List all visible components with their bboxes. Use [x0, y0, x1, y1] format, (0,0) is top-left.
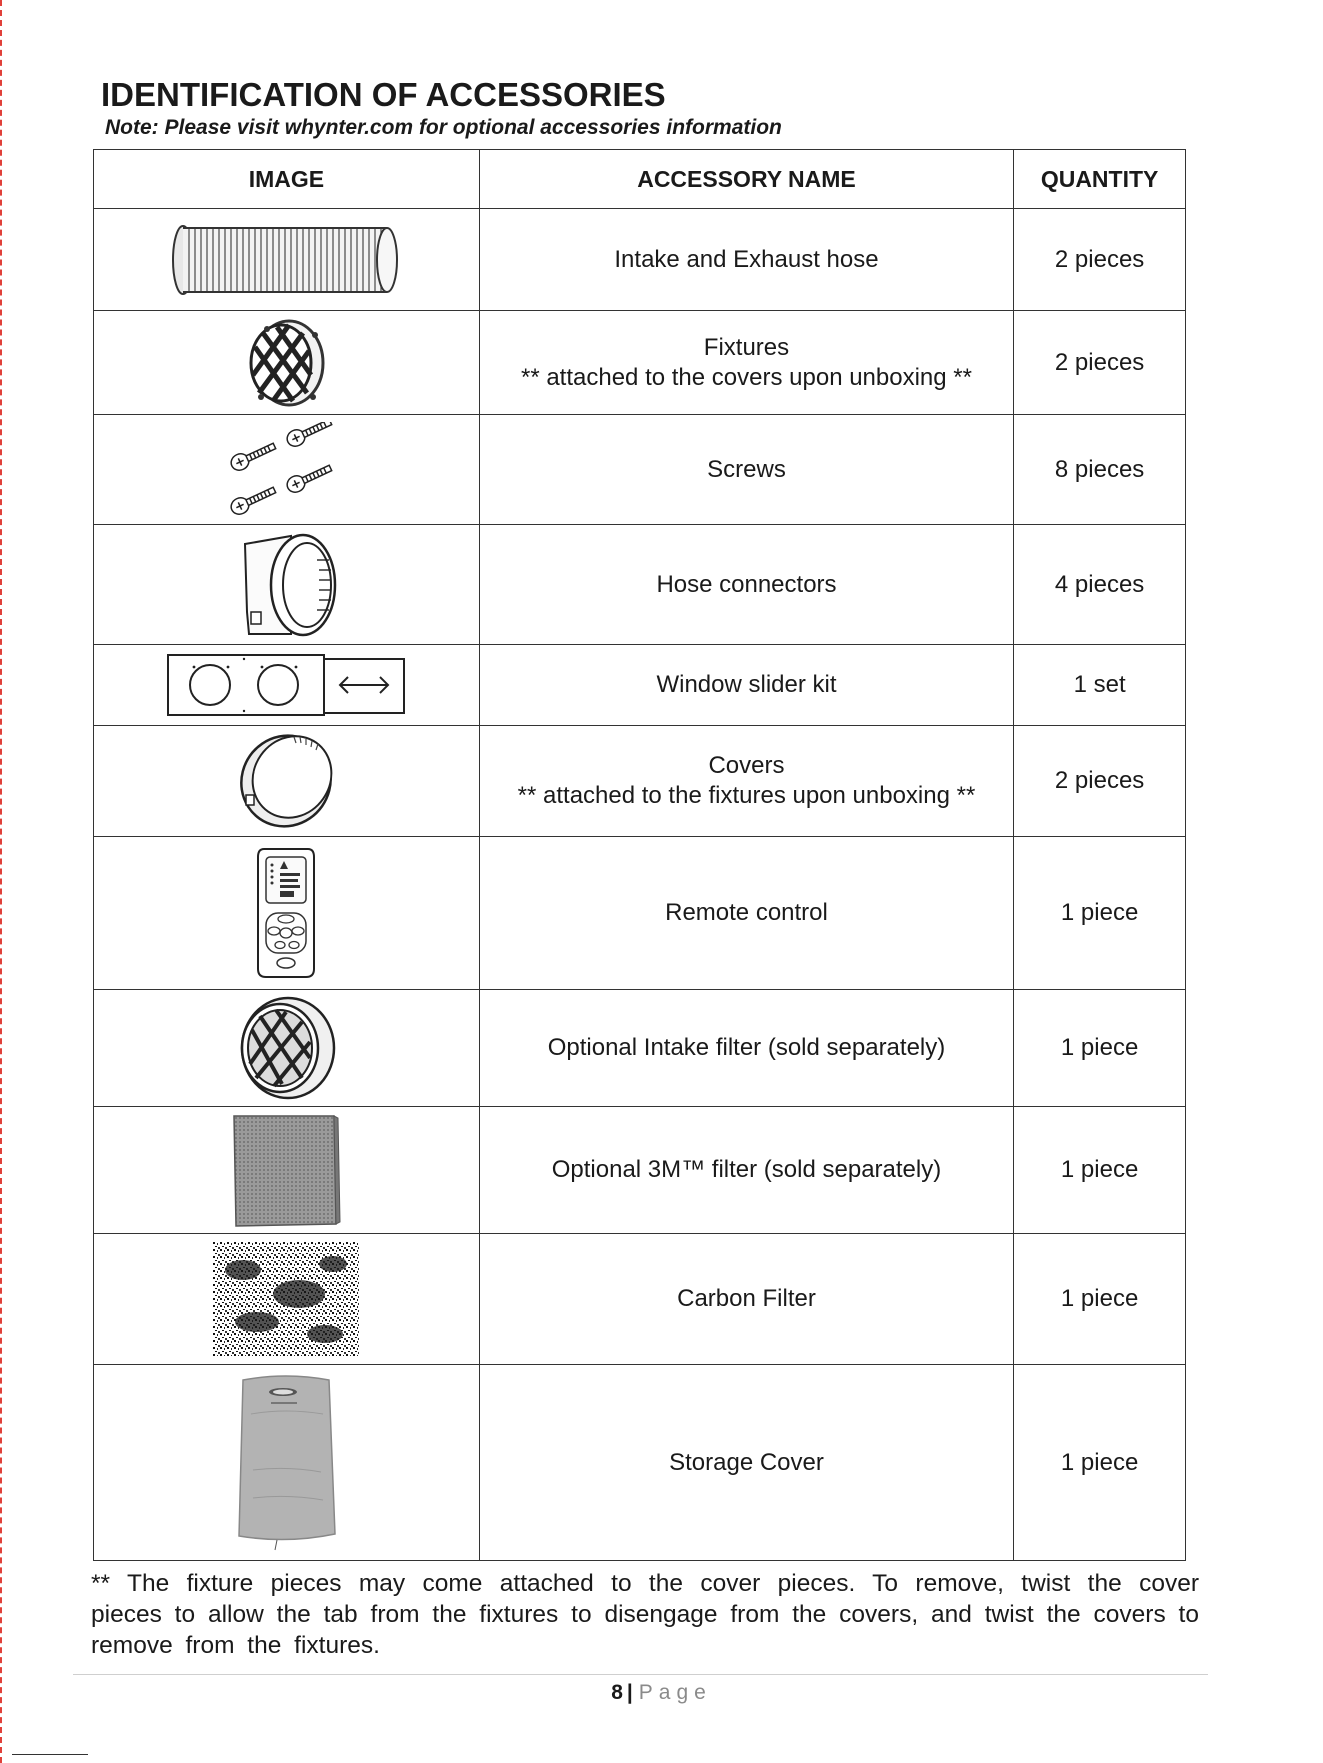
- accessory-name: Remote control: [665, 899, 828, 926]
- image-cell: [94, 525, 480, 645]
- accessory-name-cell: [479, 990, 1013, 1107]
- accessory-name: Carbon Filter: [677, 1285, 816, 1312]
- accessory-name-cell: [479, 415, 1013, 525]
- quantity-cell: 4 pieces: [1014, 525, 1186, 645]
- table-row: [94, 1107, 1186, 1234]
- page-separator: |: [626, 1681, 633, 1704]
- footer-divider: [73, 1674, 1208, 1675]
- crop-mark: [12, 1754, 88, 1755]
- table-row: [94, 990, 1186, 1107]
- hose-connector-icon: [231, 530, 341, 640]
- table-row: [94, 645, 1186, 726]
- table-row: [94, 726, 1186, 837]
- exhaust-hose-icon: [169, 221, 403, 299]
- intake-filter-icon: [236, 996, 336, 1100]
- image-cell: [94, 1365, 480, 1561]
- accessory-name: Screws: [707, 455, 786, 483]
- accessory-name: Fixtures: [703, 333, 790, 361]
- accessory-name-cell: [479, 525, 1013, 645]
- table-header-row: [94, 150, 1186, 209]
- storage-cover-icon: [231, 1374, 341, 1552]
- image-cell: [94, 990, 480, 1107]
- image-cell: [94, 645, 480, 726]
- screws-icon: [226, 422, 346, 518]
- carbon-filter-icon: [213, 1242, 359, 1356]
- accessory-name: Covers: [708, 752, 785, 779]
- accessories-table: [93, 149, 1186, 1561]
- image-cell: [94, 209, 480, 311]
- accessory-name: Storage Cover: [669, 1448, 824, 1476]
- window-slider-kit-icon: [166, 653, 406, 717]
- accessory-name: Optional Intake filter (sold separately): [547, 1034, 946, 1061]
- table-row: [94, 1234, 1186, 1365]
- table-row: [94, 415, 1186, 525]
- remote-control-icon: [256, 845, 316, 981]
- accessory-name: Optional 3M™ filter (sold separately): [551, 1156, 942, 1183]
- accessory-name-cell: [479, 645, 1013, 726]
- quantity-cell: 1 piece: [1014, 990, 1186, 1107]
- page-label: Page: [638, 1681, 712, 1704]
- accessories-note: Note: Please visit whynter.com for optional accessories information: [105, 116, 782, 139]
- fixture-icon: [241, 315, 331, 411]
- table-row: [94, 209, 1186, 311]
- page-number: 8: [611, 1681, 623, 1704]
- quantity-cell: 1 set: [1014, 645, 1186, 726]
- page-title: IDENTIFICATION OF ACCESSORIES: [101, 76, 666, 113]
- accessory-note: ** attached to the covers upon unboxing **: [520, 363, 972, 391]
- cut-guide-line: [0, 0, 2, 1763]
- accessory-name: Hose connectors: [656, 570, 837, 598]
- quantity-cell: 1 piece: [1014, 837, 1186, 990]
- quantity-cell: 1 piece: [1014, 1107, 1186, 1234]
- cover-icon: [234, 731, 338, 831]
- quantity-cell: 2 pieces: [1014, 311, 1186, 415]
- quantity-cell: 8 pieces: [1014, 415, 1186, 525]
- footnote: ** The fixture pieces may come attached to the cover pieces. To remove, twist the cover pieces to allow the tab from the fixtures to disengage from the covers, and twist the covers to remove from the fixtures.: [91, 1570, 1199, 1659]
- header-accessory-name: ACCESSORY NAME: [479, 150, 1013, 209]
- accessory-name-cell: [479, 311, 1013, 415]
- table-row: [94, 837, 1186, 990]
- header-quantity: QUANTITY: [1014, 150, 1186, 209]
- image-cell: [94, 1107, 480, 1234]
- table-row: [94, 311, 1186, 415]
- header-image: IMAGE: [94, 150, 480, 209]
- accessory-name: Window slider kit: [656, 671, 837, 698]
- table-row: [94, 525, 1186, 645]
- accessory-name-cell: [479, 726, 1013, 837]
- accessory-name-cell: [479, 209, 1013, 311]
- quantity-cell: 1 piece: [1014, 1365, 1186, 1561]
- accessory-name-cell: [479, 1234, 1013, 1365]
- table-row: [94, 1365, 1186, 1561]
- image-cell: [94, 415, 480, 525]
- accessory-name-cell: [479, 1107, 1013, 1234]
- quantity-cell: 2 pieces: [1014, 209, 1186, 311]
- image-cell: [94, 311, 480, 415]
- 3m-filter-icon: [230, 1112, 342, 1228]
- accessory-name-cell: [479, 837, 1013, 990]
- accessory-name-cell: [479, 1365, 1013, 1561]
- page-footer: [0, 1681, 1323, 1705]
- image-cell: [94, 837, 480, 990]
- quantity-cell: 1 piece: [1014, 1234, 1186, 1365]
- quantity-cell: 2 pieces: [1014, 726, 1186, 837]
- image-cell: [94, 726, 480, 837]
- image-cell: [94, 1234, 480, 1365]
- accessory-note: ** attached to the fixtures upon unboxing **: [517, 782, 976, 809]
- accessory-name: Intake and Exhaust hose: [614, 245, 879, 273]
